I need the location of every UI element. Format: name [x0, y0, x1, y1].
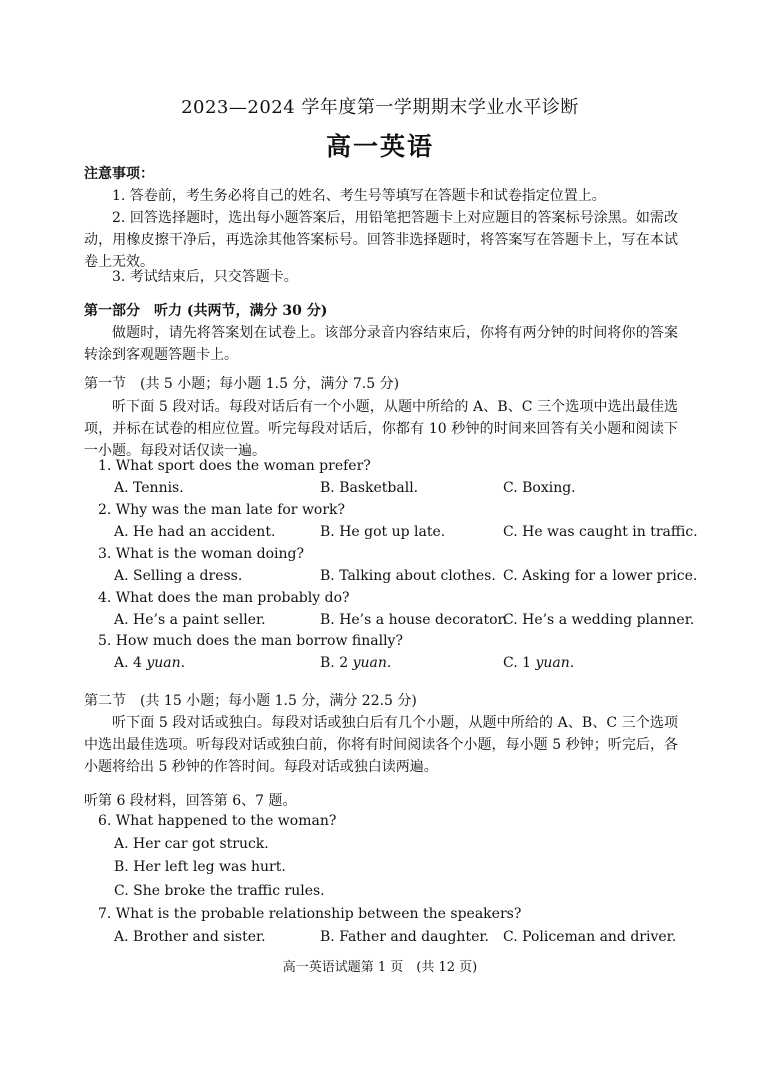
currency-unit: yuan: [146, 655, 181, 671]
option-c: C. She broke the traffic rules.: [114, 883, 325, 899]
notice-heading: 注意事项：: [84, 166, 154, 182]
question-stem: 6. What happened to the woman?: [98, 813, 337, 829]
option-a: A. Brother and sister.: [114, 929, 266, 945]
notice-item-1: 1. 答卷前，考生务必将自己的姓名、考生号等填写在答题卡和试卷指定位置上。: [112, 188, 606, 204]
notice-item-3: 3. 考试结束后，只交答题卡。: [112, 269, 298, 285]
option-a: A. Her car got struck.: [114, 836, 269, 852]
part1-intro: 做题时，请先将答案划在试卷上。该部分录音内容结束后，你将有两分钟的时间将你的答案转涂到客观题答题卡上。: [84, 325, 678, 363]
option-b: B. 2 yuan.: [320, 655, 392, 671]
option-b: B. He got up late.: [320, 524, 446, 540]
subject-title: 高一英语: [325, 132, 434, 161]
section1-instructions: 听下面 5 段对话。每段对话后有一个小题，从题中所给的 A、B、C 三个选项中选出最佳选项，并标在试卷的相应位置。听完每段对话后，你都有 10 秒钟的时间来回答有关小题和阅读下一小题。每段对话仅读一遍。: [84, 399, 678, 459]
material-heading: 听第 6 段材料，回答第 6、7 题。: [84, 793, 297, 809]
option-c: C. He was caught in traffic.: [503, 524, 698, 540]
question-stem: 5. How much does the man borrow finally?: [98, 633, 403, 649]
option-b: B. Father and daughter.: [320, 929, 489, 945]
option-a: A. 4 yuan.: [114, 655, 186, 671]
part1-heading: 第一部分 听力 (共两节，满分 30 分): [84, 303, 328, 319]
option-a: A. He’s a paint seller.: [114, 612, 266, 628]
option-c: C. 1 yuan.: [503, 655, 575, 671]
option-b: B. Basketball.: [320, 480, 419, 496]
option-c: C. Policeman and driver.: [503, 929, 677, 945]
section2-instructions: 听下面 5 段对话或独白。每段对话或独白后有几个小题，从题中所给的 A、B、C 三个选项中选出最佳选项。听每段对话或独白前，你将有时间阅读各个小题，每小题 5 秒钟；听完后，各小题将给出 5 秒钟的作答时间。每段对话或独白读两遍。: [84, 715, 678, 775]
option-b: B. He’s a house decorator.: [320, 612, 508, 628]
option-b: B. Her left leg was hurt.: [114, 859, 286, 875]
option-a: A. He had an accident.: [114, 524, 276, 540]
question-stem: 4. What does the man probably do?: [98, 590, 350, 606]
notice-item-2: 2. 回答选择题时，选出每小题答案后，用铅笔把答题卡上对应题目的答案标号涂黑。如需改动，用橡皮擦干净后，再选涂其他答案标号。回答非选择题时，将答案写在答题卡上，写在本试卷上无效。: [84, 210, 678, 270]
option-c: C. He’s a wedding planner.: [503, 612, 695, 628]
question-stem: 7. What is the probable relationship between the speakers?: [98, 906, 522, 922]
section2-heading: 第二节 (共 15 小题；每小题 1.5 分，满分 22.5 分): [84, 693, 417, 709]
question-stem: 3. What is the woman doing?: [98, 546, 304, 562]
question-stem: 1. What sport does the woman prefer?: [98, 458, 371, 474]
currency-unit: yuan: [535, 655, 570, 671]
option-c: C. Boxing.: [503, 480, 576, 496]
option-b: B. Talking about clothes.: [320, 568, 496, 584]
section1-heading: 第一节 (共 5 小题；每小题 1.5 分，满分 7.5 分): [84, 376, 400, 392]
page-footer: 高一英语试题第 1 页 (共 12 页): [282, 960, 478, 975]
option-a: A. Selling a dress.: [114, 568, 243, 584]
currency-unit: yuan: [352, 655, 387, 671]
option-a: A. Tennis.: [114, 480, 184, 496]
exam-title: 2023—2024 学年度第一学期期末学业水平诊断: [181, 97, 579, 118]
option-c: C. Asking for a lower price.: [503, 568, 698, 584]
question-stem: 2. Why was the man late for work?: [98, 502, 346, 518]
